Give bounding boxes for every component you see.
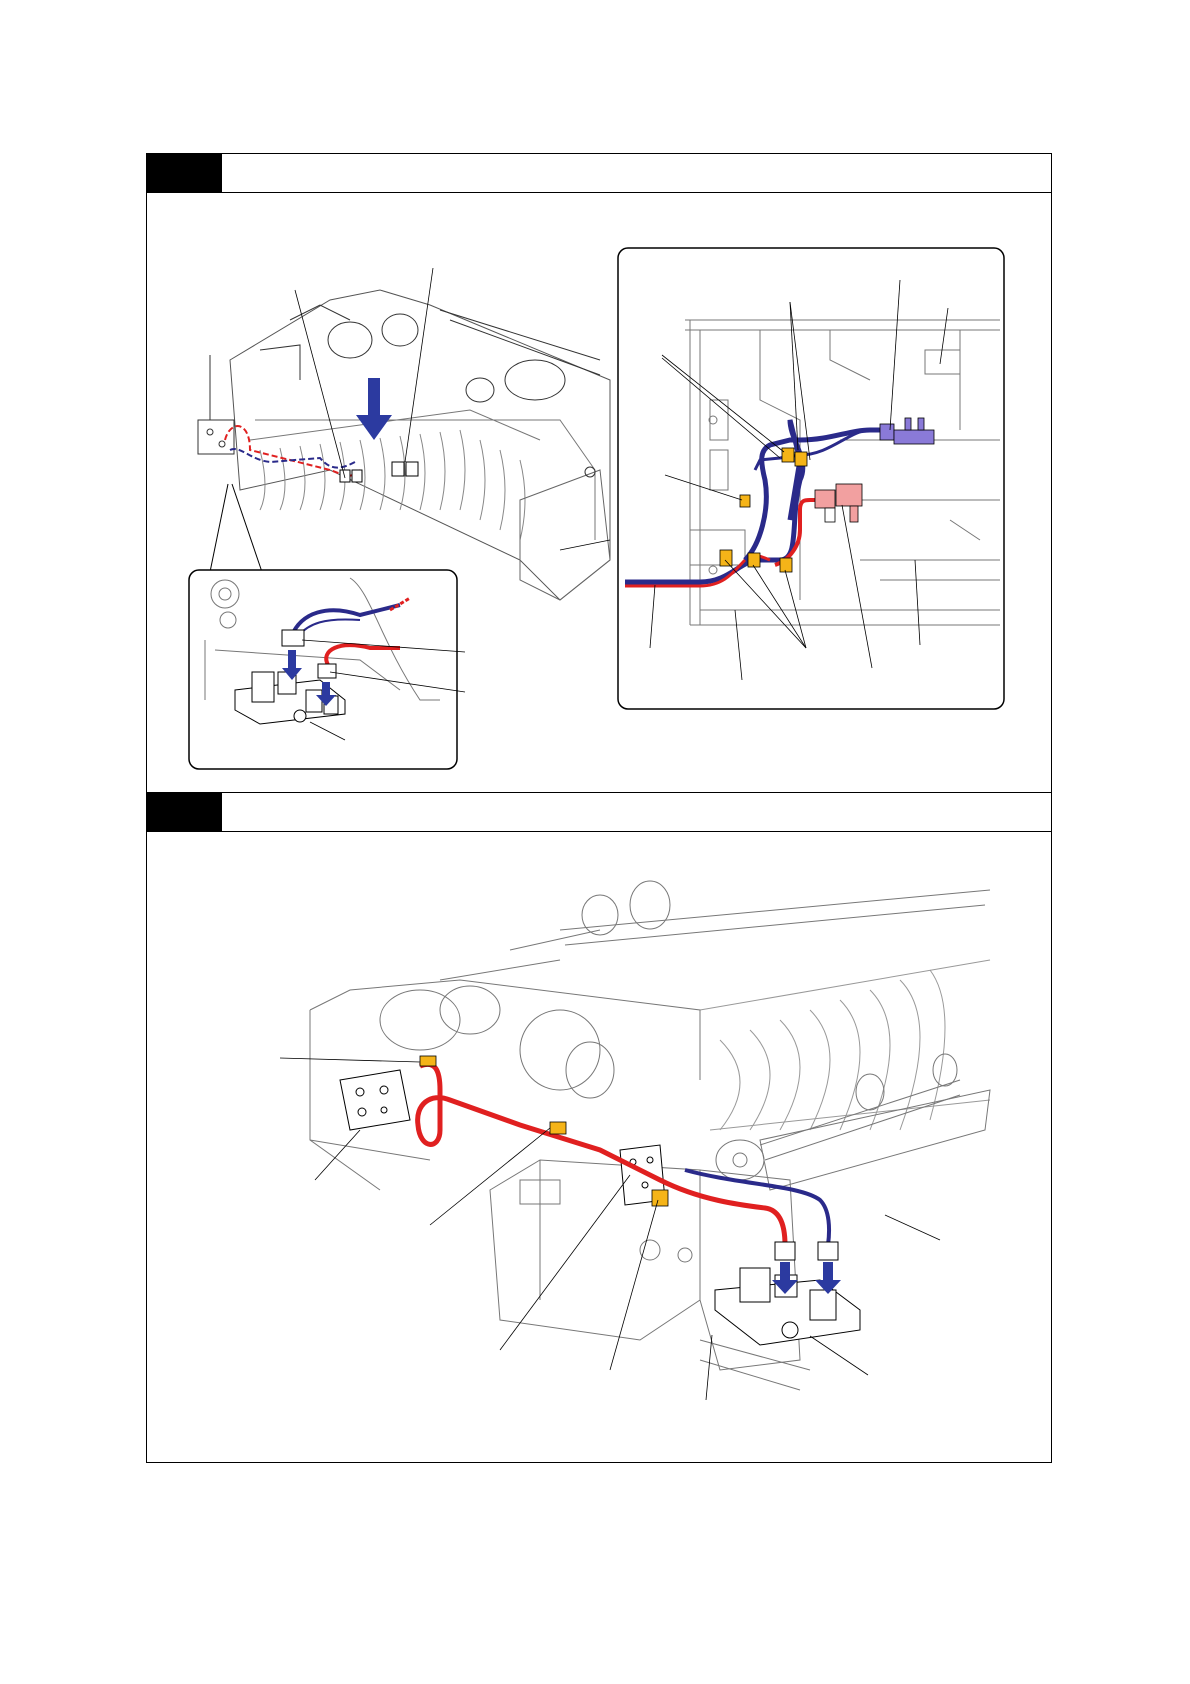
callout-wedge: [210, 484, 262, 572]
leader-lines: [295, 268, 610, 550]
connector-icon: [340, 462, 418, 482]
connector-inset: [189, 570, 465, 769]
connector-icon: [775, 1242, 838, 1260]
harness-routing-inset: [618, 248, 1004, 709]
down-arrow-icon: [356, 378, 392, 440]
bracket-plate: [340, 1070, 410, 1130]
connector-icon: [318, 664, 336, 678]
connector-icon: [282, 630, 304, 646]
bottom-assembly-drawing: [310, 881, 990, 1390]
wire-harness: [225, 426, 360, 476]
duplex-unit-drawing: [198, 290, 610, 600]
